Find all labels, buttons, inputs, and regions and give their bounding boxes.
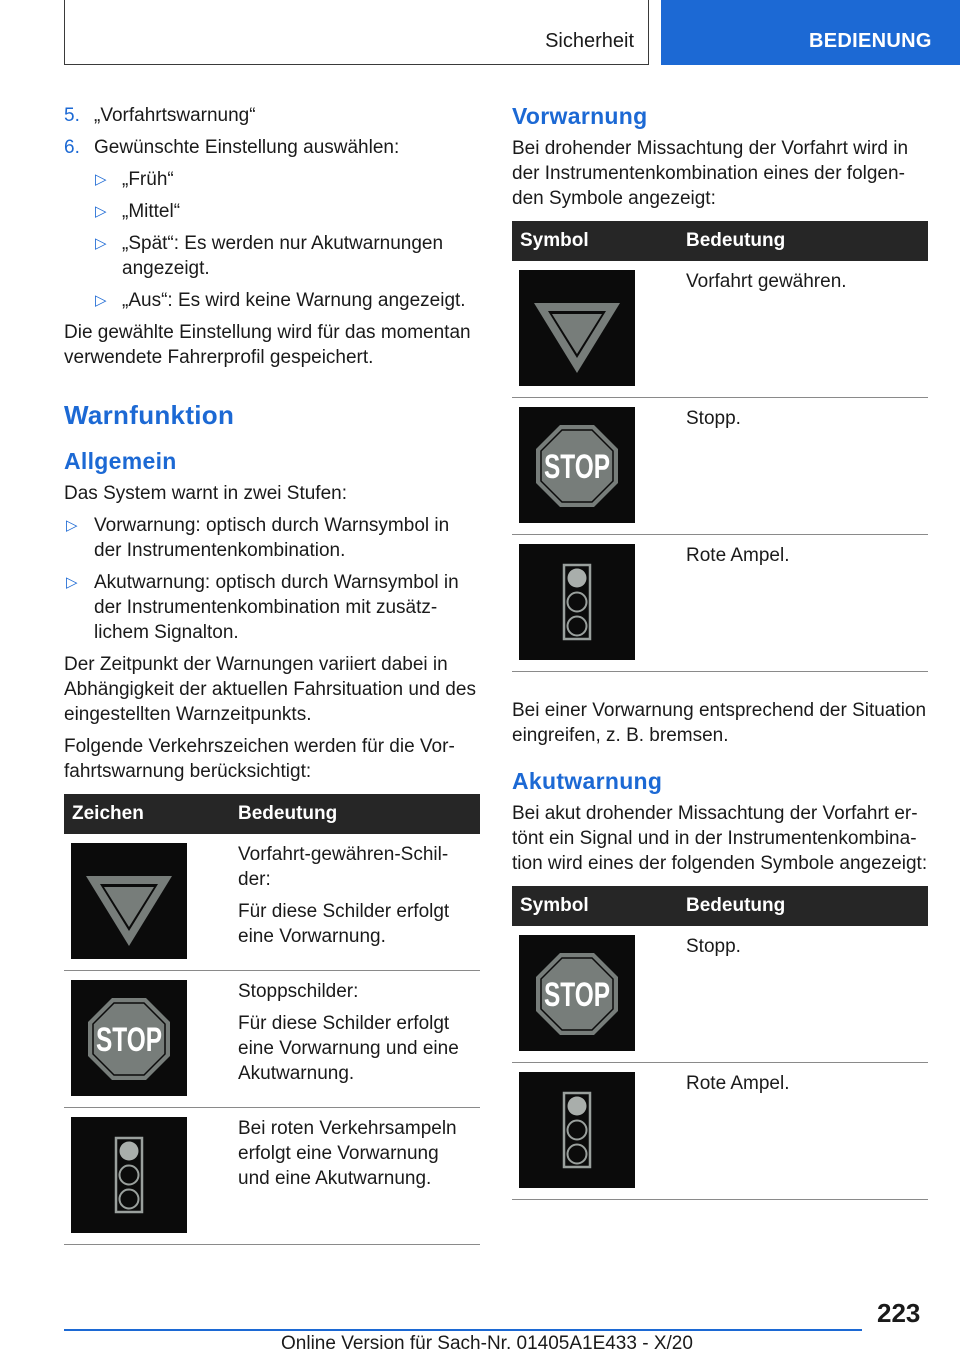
table-row — [512, 535, 928, 672]
meaning-line: Vorfahrt-gewähren-Schilder: — [238, 844, 449, 890]
triangle-bullet-icon: ▷ — [95, 235, 107, 252]
icon-cell — [512, 261, 678, 398]
triangle-bullet-icon: ▷ — [95, 171, 107, 188]
table-header-cell: Bedeutung — [678, 221, 928, 261]
option-text: „Früh“ — [122, 169, 174, 190]
pre-warning-table — [512, 221, 928, 672]
table-row — [512, 261, 928, 398]
header-section-box — [64, 0, 649, 65]
stop-sign-icon — [519, 407, 635, 523]
table-header-cell: Bedeutung — [230, 794, 480, 834]
heading-allgemein: Allgemein — [64, 448, 177, 474]
meaning-line: Für diese Schilder erfolgt eine Vorwarnung und eine Akutwarnung. — [238, 1013, 459, 1084]
heading-warnfunktion: Warnfunktion — [64, 400, 235, 430]
table-header-cell: Symbol — [512, 221, 678, 261]
meaning-cell: Rote Ampel. — [678, 535, 928, 672]
signs-table — [64, 794, 480, 1245]
meaning-cell — [230, 1108, 480, 1245]
header-chapter-title: BEDIENUNG — [809, 30, 932, 52]
table-row — [64, 971, 480, 1108]
step-number: 5. — [64, 105, 80, 126]
option-item — [64, 199, 480, 224]
table-header-row — [64, 794, 480, 834]
icon-cell — [512, 398, 678, 535]
meaning-line: Stoppschilder: — [238, 981, 359, 1002]
icon-cell — [64, 1108, 230, 1245]
timing-note: Der Zeitpunkt der Warnungen variiert dabei in Abhängigkeit der aktuellen Fahrsituation und des eingestellten Warnzeitpunkts. — [64, 654, 476, 725]
triangle-bullet-icon: ▷ — [66, 574, 78, 591]
icon-cell — [512, 1063, 678, 1200]
triangle-bullet-icon: ▷ — [66, 517, 78, 534]
table-row — [64, 1108, 480, 1245]
option-item — [64, 231, 480, 281]
stored-note: Die gewählte Einstellung wird für das momentan verwendete Fahrerprofil gespeichert. — [64, 322, 471, 368]
footer-divider — [64, 1329, 862, 1331]
step-item — [64, 135, 480, 160]
signs-intro: Folgende Verkehrszeichen werden für die Vorfahrtswarnung berücksichtigt: — [64, 736, 455, 782]
table-row — [512, 1063, 928, 1200]
meaning-line: Bei roten Verkehrsampeln erfolgt eine Vorwarnung und eine Akutwarnung. — [238, 1118, 457, 1189]
svg-text:STOP: STOP — [96, 1021, 162, 1059]
stage-text: Vorwarnung: optisch durch Warnsymbol in der Instrumentenkombination. — [94, 515, 450, 561]
table-header-cell: Symbol — [512, 886, 678, 926]
option-text: „Spät“: Es werden nur Akutwarnungen angezeigt. — [122, 233, 444, 279]
table-row — [512, 926, 928, 1063]
meaning-cell: Vorfahrt gewähren. — [678, 261, 928, 398]
triangle-bullet-icon: ▷ — [95, 292, 107, 309]
icon-cell — [64, 971, 230, 1108]
meaning-line: Für diese Schilder erfolgt eine Vorwarnung. — [238, 901, 450, 947]
meaning-cell: Stopp. — [678, 398, 928, 535]
stage-text: Akutwarnung: optisch durch Warnsymbol in der Instrumentenkombination mit zusätzlichem Signalton. — [94, 572, 459, 643]
step-item — [64, 103, 480, 128]
option-item — [64, 167, 480, 192]
table-header-row — [512, 886, 928, 926]
option-text: „Mittel“ — [122, 201, 181, 222]
table-header-cell: Zeichen — [64, 794, 230, 834]
icon-cell — [512, 535, 678, 672]
icon-cell — [64, 834, 230, 971]
meaning-cell — [230, 971, 480, 1108]
header-section-title: Sicherheit — [545, 30, 634, 52]
table-row — [512, 398, 928, 535]
table-header-row — [512, 221, 928, 261]
svg-text:STOP: STOP — [544, 976, 610, 1014]
meaning-cell: Rote Ampel. — [678, 1063, 928, 1200]
option-text: „Aus“: Es wird keine Warnung angezeigt. — [122, 290, 466, 311]
step-text: Gewünschte Einstellung auswählen: — [94, 137, 400, 158]
yield-sign-icon — [519, 270, 635, 386]
footer-version-text: Online Version für Sach-Nr. 01405A1E433 - X/20 — [281, 1333, 693, 1354]
pre-warning-action: Bei einer Vorwarnung entsprechend der Situation eingreifen, z. B. bremsen. — [512, 700, 927, 746]
step-text: „Vorfahrtswarnung“ — [94, 105, 256, 126]
meaning-cell — [230, 834, 480, 971]
red-traffic-light-icon — [71, 1117, 187, 1233]
stage-item — [64, 513, 480, 563]
table-row — [64, 834, 480, 971]
page-number: 223 — [877, 1298, 921, 1328]
left-column — [64, 103, 480, 1245]
stop-sign-icon — [519, 935, 635, 1051]
stop-sign-icon — [71, 980, 187, 1096]
icon-cell — [512, 926, 678, 1063]
pre-warning-intro: Bei drohender Missachtung der Vorfahrt wird in der Instrumentenkombination eines der folgenden Symbole angezeigt: — [512, 138, 909, 209]
heading-akutwarnung: Akutwarnung — [512, 768, 663, 794]
acute-warning-table — [512, 886, 928, 1200]
yield-sign-icon — [71, 843, 187, 959]
step-number: 6. — [64, 137, 80, 158]
stage-item — [64, 570, 480, 645]
right-column — [512, 103, 928, 1200]
triangle-bullet-icon: ▷ — [95, 203, 107, 220]
heading-vorwarnung: Vorwarnung — [512, 103, 648, 129]
red-traffic-light-icon — [519, 1072, 635, 1188]
header-chapter-tab — [661, 0, 960, 65]
acute-warning-intro: Bei akut drohender Missachtung der Vorfahrt ertönt ein Signal und in der Instrumentenkombination wird eines der folgenden Symbole angezeigt: — [512, 803, 928, 874]
option-item — [64, 288, 480, 313]
table-header-cell: Bedeutung — [678, 886, 928, 926]
red-traffic-light-icon — [519, 544, 635, 660]
svg-text:STOP: STOP — [544, 448, 610, 486]
stages-intro: Das System warnt in zwei Stufen: — [64, 483, 347, 504]
meaning-cell: Stopp. — [678, 926, 928, 1063]
